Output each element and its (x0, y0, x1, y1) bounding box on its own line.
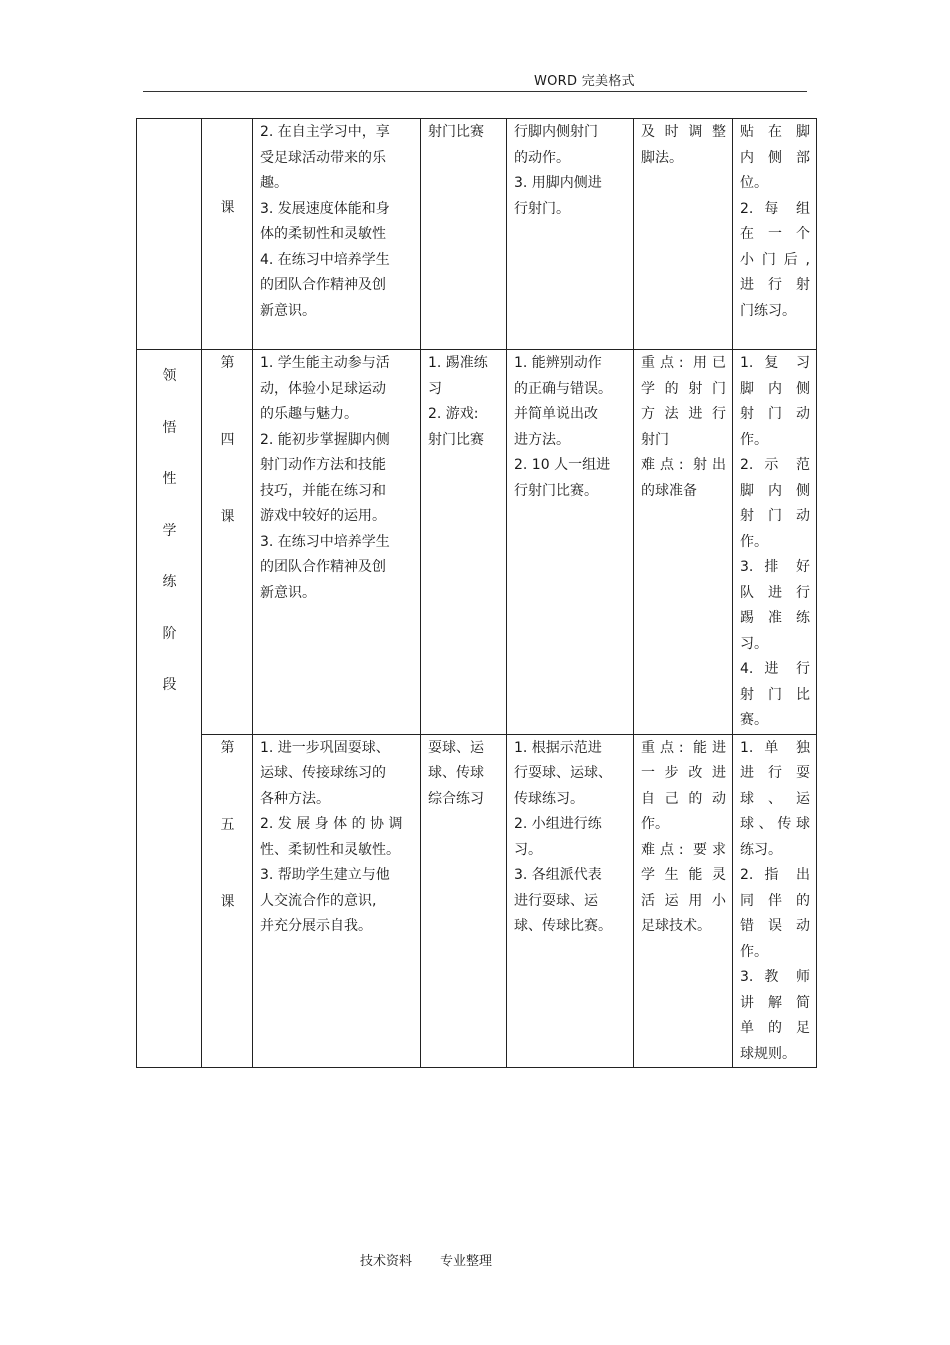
text-line: 习 (428, 380, 442, 397)
text-line: 第 (220, 739, 235, 756)
focus-cell (634, 350, 733, 735)
text-line: 射 门 动 (740, 508, 810, 524)
text-line: 2. 指 出 (740, 867, 810, 883)
text-line: 贴 在 脚 (740, 124, 810, 140)
text-line: 自 己 的 动 (641, 790, 726, 807)
text-line: 1. 复 习 (740, 355, 810, 371)
text-line: 练 (162, 574, 177, 590)
text-line: 进 行 耍 (740, 765, 810, 781)
goals-cell (253, 119, 421, 350)
text-line: 2. 能初步掌握脚内侧 (260, 431, 390, 448)
text-line: 3. 用脚内侧进 (514, 175, 602, 191)
stage-cell (137, 350, 202, 1068)
text-line: 射门比赛 (428, 124, 484, 140)
text-line: 性、柔韧性和灵敏性。 (260, 841, 400, 858)
text-line: 的球准备 (641, 482, 697, 499)
text-line: 动，体验小足球运动 (260, 380, 386, 397)
text-line: 活 运 用 小 (641, 892, 726, 909)
text-line: 第 (220, 355, 235, 371)
text-line: 受足球活动带来的乐 (260, 149, 386, 166)
text-line: 射 门 比 (740, 686, 810, 703)
text-line: 行射门比赛。 (514, 482, 598, 499)
text-line: 单 的 足 (740, 1020, 810, 1036)
text-line: 趣。 (260, 175, 288, 191)
text-line: 作。 (740, 533, 768, 550)
text-line: 脚 内 侧 (740, 482, 810, 499)
focus-cell (634, 119, 733, 350)
text-line: 3. 发展速度体能和身 (260, 200, 390, 217)
stage-cell (137, 119, 202, 350)
text-line: 性 (162, 471, 177, 487)
text-line: 脚法。 (641, 149, 683, 166)
lesson-cell (202, 350, 253, 735)
text-line: 重点: 用已 (641, 355, 726, 371)
goals-cell (253, 734, 421, 1068)
text-line: 3. 在练习中培养学生 (260, 533, 390, 550)
text-line: 的团队合作精神及创 (260, 277, 386, 293)
text-line: 体的柔韧性和灵敏性 (260, 226, 386, 242)
text-line: 1. 进一步巩固耍球、 (260, 739, 390, 756)
text-line: 球、传球 (428, 765, 484, 781)
text-line: 进 行 射 (740, 277, 810, 293)
text-line: 1. 踢准练 (428, 355, 488, 371)
footer-left: 技术资料 (360, 1254, 413, 1269)
steps-cell (733, 350, 817, 735)
text-line: 的动作。 (514, 149, 570, 166)
text-line: 赛。 (740, 712, 768, 728)
text-line: 3. 排 好 (740, 559, 810, 575)
text-line: 门练习。 (740, 302, 796, 319)
text-line: 难点: 要求 (641, 841, 726, 858)
text-line: 1. 学生能主动参与活 (260, 355, 390, 371)
text-line: 3. 帮助学生建立与他 (260, 867, 390, 883)
text-line: 悟 (162, 419, 177, 436)
lesson-cell (202, 119, 253, 350)
lesson-plan-table (136, 118, 817, 1068)
text-line: 行耍球、运球、 (514, 765, 612, 781)
text-line: 练习。 (740, 841, 782, 858)
text-line: 技巧，并能在练习和 (260, 482, 386, 499)
text-line: 射门动作方法和技能 (260, 457, 386, 473)
text-line: 球 、 运 (740, 790, 810, 807)
text-line: 在 一 个 (740, 226, 810, 242)
lesson-label (209, 736, 246, 967)
text-line: 2. 每 组 (740, 200, 810, 217)
text-line: 射门比赛 (428, 431, 484, 448)
text-line: 四 (220, 432, 235, 448)
text-line: 射门 (641, 431, 669, 448)
text-line: 球、传球 (740, 816, 810, 832)
lesson-label: 课 (220, 200, 235, 216)
text-line: 难点: 射出 (641, 457, 726, 473)
text-line: 3. 教 师 (740, 969, 810, 985)
text-line: 各种方法。 (260, 790, 330, 807)
text-line: 内 侧 部 (740, 149, 810, 166)
text-line: 学 的 射 门 (641, 380, 726, 397)
text-line: 1. 能辨别动作 (514, 355, 602, 371)
text-line: 学 (162, 522, 177, 539)
text-line: 习。 (514, 841, 542, 858)
text-line: 踢 准 练 (740, 610, 810, 626)
page-footer (360, 1250, 492, 1269)
text-line: 耍球、运 (428, 739, 484, 756)
text-line: 2. 10 人一组进 (514, 457, 611, 473)
text-line: 行脚内侧射门 (514, 124, 598, 140)
text-line: 2. 在自主学习中，享 (260, 124, 390, 140)
content-cell (421, 119, 507, 350)
text-line: 脚 内 侧 (740, 380, 810, 397)
text-line: 同 伴 的 (740, 892, 810, 909)
text-line: 新意识。 (260, 584, 316, 601)
text-line: 一 步 改 进 (641, 765, 726, 781)
header-rule (143, 91, 807, 92)
method-cell (507, 350, 634, 735)
text-line: 4. 在练习中培养学生 (260, 251, 390, 268)
text-line: 的乐趣与魅力。 (260, 406, 358, 422)
text-line: 五 (220, 816, 235, 833)
text-line: 并简单说出改 (514, 406, 598, 422)
stage-label (144, 351, 195, 712)
text-line: 并充分展示自我。 (260, 918, 372, 934)
text-line: 位。 (740, 175, 768, 191)
text-line: 足球技术。 (641, 918, 711, 934)
text-line: 进行耍球、运 (514, 892, 598, 909)
text-line: 小门后, (740, 251, 810, 268)
text-line: 球、传球比赛。 (514, 918, 612, 934)
method-cell (507, 734, 634, 1068)
text-line: 习。 (740, 635, 768, 652)
goals-cell (253, 350, 421, 735)
text-line: 及 时 调 整 (641, 124, 726, 140)
text-line: 讲 解 简 (740, 994, 810, 1011)
text-line: 重点: 能进 (641, 739, 726, 756)
text-line: 运球、传接球练习的 (260, 765, 386, 781)
text-line: 领 (162, 368, 177, 384)
page-header: WORD 完美格式 (534, 74, 635, 89)
text-line: 1. 根据示范进 (514, 739, 602, 756)
text-line: 课 (220, 893, 235, 910)
method-cell (507, 119, 634, 350)
text-line: 人交流合作的意识, (260, 892, 377, 909)
text-line: 行射门。 (514, 200, 570, 217)
content-cell (421, 350, 507, 735)
text-line: 进方法。 (514, 431, 570, 448)
focus-cell (634, 734, 733, 1068)
table-row (137, 119, 817, 350)
text-line: 射 门 动 (740, 406, 810, 422)
text-line: 课 (220, 509, 235, 525)
table-row (137, 350, 817, 735)
text-line: 综合练习 (428, 790, 484, 807)
text-line: 错 误 动 (740, 918, 810, 934)
text-line: 2. 小组进行练 (514, 816, 602, 832)
content-cell (421, 734, 507, 1068)
text-line: 阶 (162, 625, 177, 642)
text-line: 的团队合作精神及创 (260, 559, 386, 575)
table-row (137, 734, 817, 1068)
text-line: 方 法 进 行 (641, 406, 726, 422)
text-line: 作。 (641, 816, 669, 832)
lesson-cell (202, 734, 253, 1068)
text-line: 2. 示 范 (740, 457, 810, 473)
text-line: 作。 (740, 431, 768, 448)
steps-cell (733, 734, 817, 1068)
text-line: 2. 游戏: (428, 406, 479, 422)
text-line: 球规则。 (740, 1045, 796, 1062)
text-line: 2. 发 展 身 体 的 协 调 (260, 816, 403, 832)
text-line: 1. 单 独 (740, 739, 810, 756)
text-line: 的正确与错误。 (514, 380, 612, 397)
footer-right: 专业整理 (440, 1254, 493, 1269)
text-line: 3. 各组派代表 (514, 867, 602, 883)
text-line: 队 进 行 (740, 584, 810, 601)
text-line: 作。 (740, 943, 768, 960)
text-line: 新意识。 (260, 302, 316, 319)
lesson-label (209, 351, 246, 582)
text-line: 段 (162, 677, 177, 693)
text-line: 传球练习。 (514, 790, 584, 807)
text-line: 学 生 能 灵 (641, 867, 726, 883)
steps-cell (733, 119, 817, 350)
text-line: 游戏中较好的运用。 (260, 508, 386, 524)
text-line: 4. 进 行 (740, 661, 810, 677)
